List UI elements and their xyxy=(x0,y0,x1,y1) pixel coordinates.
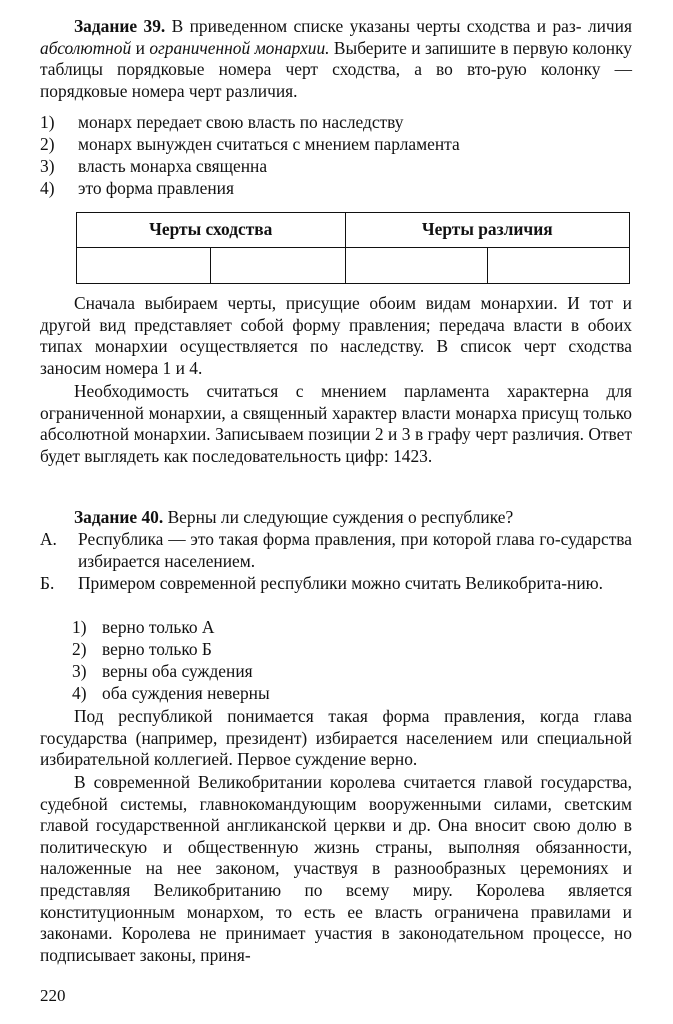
task40-intro: Задание 40. Верны ли следующие суждения о республике? xyxy=(74,507,514,527)
task39-intro: Задание 39. В приведенном списке указаны черты сходства и раз- личия абсолютной и ограниченной монархии. Выберите и запишите в первую колонку таблицы порядковые номера черт сходства, а во вто-рую колонку — порядковые номера черт различия. xyxy=(40,16,633,101)
term-absolute: абсолютной xyxy=(40,37,132,58)
textbook-page: Задание 39. В приведенном списке указаны черты сходства и раз- личия абсолютной и ограниченной монархии. Выберите и запишите в первую колонку таблицы порядковые номера черт сходства, а во вто-рую колонку — порядковые номера черт различия. 1) монарх передает свою власть по наследству 2) монарх вынужден считаться с мнением парламента 3) власть монарха священна 4) это форма правления Черты сходства Черты различия Сначала выбираем черты, присущие обоим видам монархии. И тот и другой вид представляет собой форму правления; передача власти в обоих типах монархии осуществляется по наследству. В список черт сходства заносим номера 1 и 4. Необходимость считаться с мнением парламента характерна для ограниченной монархии, а священный характер власти монарха присущ только абсолютной монархии. Записываем позиции 2 и 3 в графу черт различия. Ответ будет выглядеть как последовательность цифр: 1423. Задание 40. Верны ли следующие суждения о республике? А. Республика — это такая форма правления, при которой глава го-сударства избирается населением. Б. Примером современной республики можно считать Великобрита-нию. 1) верно только А 2) верно только Б 3) верны оба суждения 4) оба суждения неверны Под республикой понимается такая форма правления, когда глава государства (например, президент) избирается населением или специальной избирательной коллегией. Первое суждение верно. В современной Великобритании королева считается главой государства, судебной системы, главнокомандующим вооруженными силами, светским главой государственной англиканской церкви и др. Она вносит свою долю в политическую и общественную жизнь страны, выполняя обязанности, наложенные на нее законом, участвуя в разнообразных церемониях и представляя Великобританию по всему миру. Королева является конституционным монархом, то есть ее власть ограничена правилами и законами. Королева не принимает участия в законодательном процессе, но подписывает законы, приня- 220 xyxy=(40,16,633,1005)
task40-solution-1: Под республикой понимается такая форма правления, когда глава государства (например, президент) избирается населением или специальной избирательной коллегией. Первое суждение верно. xyxy=(40,706,632,770)
page-number: 220 xyxy=(40,986,66,1005)
task40-solution-2: В современной Великобритании королева считается главой государства, судебной системы, главнокомандующим вооруженными силами, светским главой государственной англиканской церкви и др. Она вносит свою долю в политическую и общественную жизнь страны, выполняя обязанности, наложенные на нее законом, участвуя в разнообразных церемониях и представляя Великобританию по всему миру. Королева является конституционным монархом, то есть ее власть ограничена правилами и законами. Королева не принимает участия в законодательном процессе, но подписывает законы, приня- xyxy=(40,772,632,965)
answer-cell[interactable] xyxy=(211,248,345,284)
answer-cell[interactable] xyxy=(487,248,629,284)
term-limited: ограниченной монархии. xyxy=(149,37,330,58)
answer-cell[interactable] xyxy=(77,248,211,284)
header-similarities: Черты сходства xyxy=(77,213,346,248)
header-differences: Черты различия xyxy=(345,213,630,248)
answer-table-header xyxy=(77,213,630,248)
task39-solution-1: Сначала выбираем черты, присущие обоим видам монархии. И тот и другой вид представляет собой форму правления; передача власти в обоих типах монархии осуществляется по наследству. В список черт сходства заносим номера 1 и 4. xyxy=(40,293,632,378)
answer-table-row xyxy=(77,248,630,284)
answer-table xyxy=(76,212,630,284)
answer-cell[interactable] xyxy=(345,248,487,284)
task40-label: Задание 40. xyxy=(74,507,164,527)
task39-solution-2: Необходимость считаться с мнением парламента характерна для ограниченной монархии, а священный характер власти монарха присущ только абсолютной монархии. Записываем позиции 2 и 3 в графу черт различия. Ответ будет выглядеть как последовательность цифр: 1423. xyxy=(40,381,632,466)
task39-label: Задание 39. xyxy=(74,16,166,36)
